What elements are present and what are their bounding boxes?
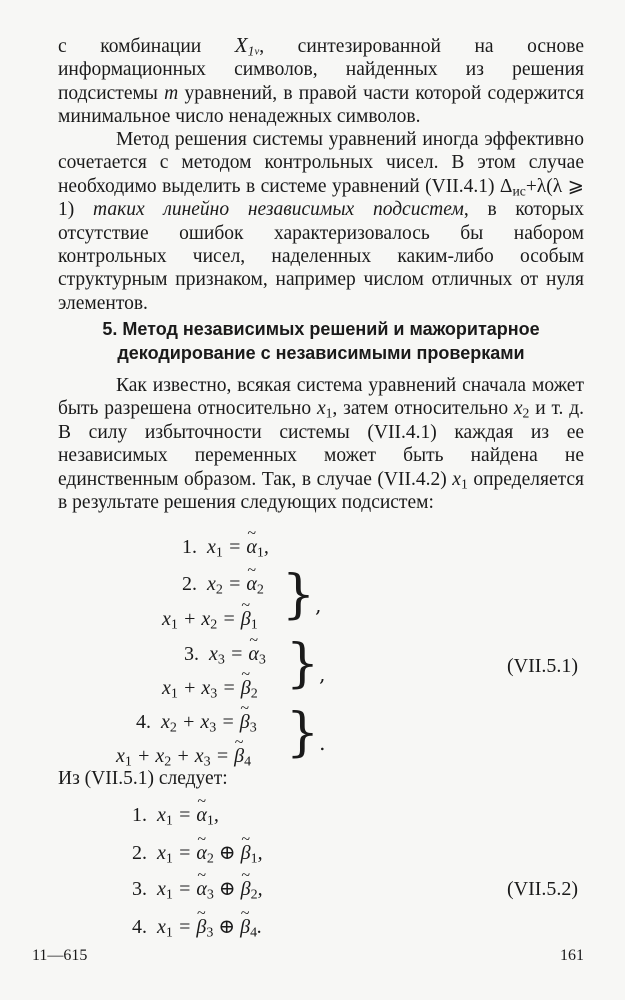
p2-text-b: , в которых отсутствие ошибок характеризовалось бы набором контрольных чисел, наделенных каким-либо особым структурным признаком, например числом отличных от нуля элементов. bbox=[58, 199, 584, 314]
eq1-line-4a: 4. $x_2 + x_3$ = ~ $\beta_3$ bbox=[136, 710, 257, 734]
brace-2: }, bbox=[286, 634, 326, 694]
eq1-line-3a: 3. $x_3$ = ~ $\alpha_3$ bbox=[184, 642, 266, 666]
page-number: 161 bbox=[560, 947, 584, 964]
eq1-line-4b: $x_1 + x_2 + x_3$ = ~ $\beta_4$ bbox=[116, 744, 251, 768]
section-heading: 5. Метод независимых решений и мажоритарное декодирование с независимыми проверками bbox=[102, 319, 540, 363]
eq1-line-3b: $x_1 + x_3$ = ~ $\beta_2$ bbox=[162, 676, 258, 700]
eq2-line-2: 2. $x_1$ = ~ $\alpha_2$ ⊕ ~ $\beta_1$, bbox=[132, 841, 263, 865]
p3-text-d: определяется в результате решения следующих подсистем: bbox=[58, 468, 584, 514]
printer-signature: 11—615 bbox=[32, 947, 88, 964]
p1-text-c: уравнений, в правой части которой содержится минимальное число ненадежных символов. bbox=[58, 82, 584, 128]
paragraph-3: Как известно, всякая система уравнений сначала может быть разрешена относительно $x_1$, затем относительно $x_2$ и т. д. В силу избыточности системы (VII.4.1) каждая из ее независимых переменных может быть найдена не единственным образом. Так, в случае (VII.4.2) $x_1$ определяется в результате решения следующих подсистем: bbox=[58, 375, 584, 514]
eq1-line-1: 1. $x_1$ = ~ $\alpha_1$, bbox=[182, 535, 269, 559]
eq2-line-3: 3. $x_1$ = ~ $\alpha_3$ ⊕ ~ $\beta_2$, bbox=[132, 877, 263, 901]
paragraph-2: Метод решения системы уравнений иногда эффективно сочетается с методом контрольных чисел. В этом случае необходимо выделить в системе уравнений (VII.4.1) $\Delta_{ис}+\lambda(\lambda$ ⩾ 1) таких линейно независимых подсистем, в которых отсутствие ошибок характеризовалось бы набором контрольных чисел, наделенных каким-либо особым структурным признаком, например числом отличных от нуля элементов. bbox=[58, 129, 584, 314]
p3-text-c: и т. д. В силу избыточности системы (VII.4.1) каждая из ее независимых переменных может быть найдена не единственным образом. Так, в случае (VII.4.2) bbox=[58, 398, 584, 490]
eq1-line-2a: 2. $x_2$ = ~ $\alpha_2$ bbox=[182, 572, 264, 596]
paragraph-1: с комбинации $X_{1v}$, синтезированной на основе информационных символов, найденных из решения подсистемы m уравнений, в правой части которой содержится минимальное число ненадежных символов. bbox=[58, 33, 584, 128]
equation-number-2: (VII.5.2) bbox=[507, 878, 579, 900]
p3-text-b: , затем относительно bbox=[332, 398, 514, 420]
p1-text-b: , синтезированной на основе информационных символов, найденных из решения подсистемы bbox=[58, 36, 584, 104]
brace-3: }. bbox=[286, 703, 326, 763]
eq2-line-4: 4. $x_1$ = ~ $\beta_3$ ⊕ ~ $\beta_4$. bbox=[132, 915, 262, 939]
brace-1: }, bbox=[282, 565, 322, 625]
p3-text-a: Как известно, всякая система уравнений сначала может быть разрешена относительно bbox=[58, 375, 584, 420]
p2-text-a: Метод решения системы уравнений иногда эффективно сочетается с методом контрольных чисел. В этом случае необходимо выделить в системе уравнений (VII.4.1) bbox=[58, 129, 584, 197]
p1-text-a: с комбинации bbox=[58, 36, 235, 57]
equation-number-1: (VII.5.1) bbox=[507, 655, 579, 677]
eq2-line-1: 1. $x_1$ = ~ $\alpha_1$, bbox=[132, 803, 219, 827]
eq1-line-2b: $x_1 + x_2$ = ~ $\beta_1$ bbox=[162, 607, 258, 631]
follows-line: Из (VII.5.1) следует: bbox=[58, 768, 228, 789]
